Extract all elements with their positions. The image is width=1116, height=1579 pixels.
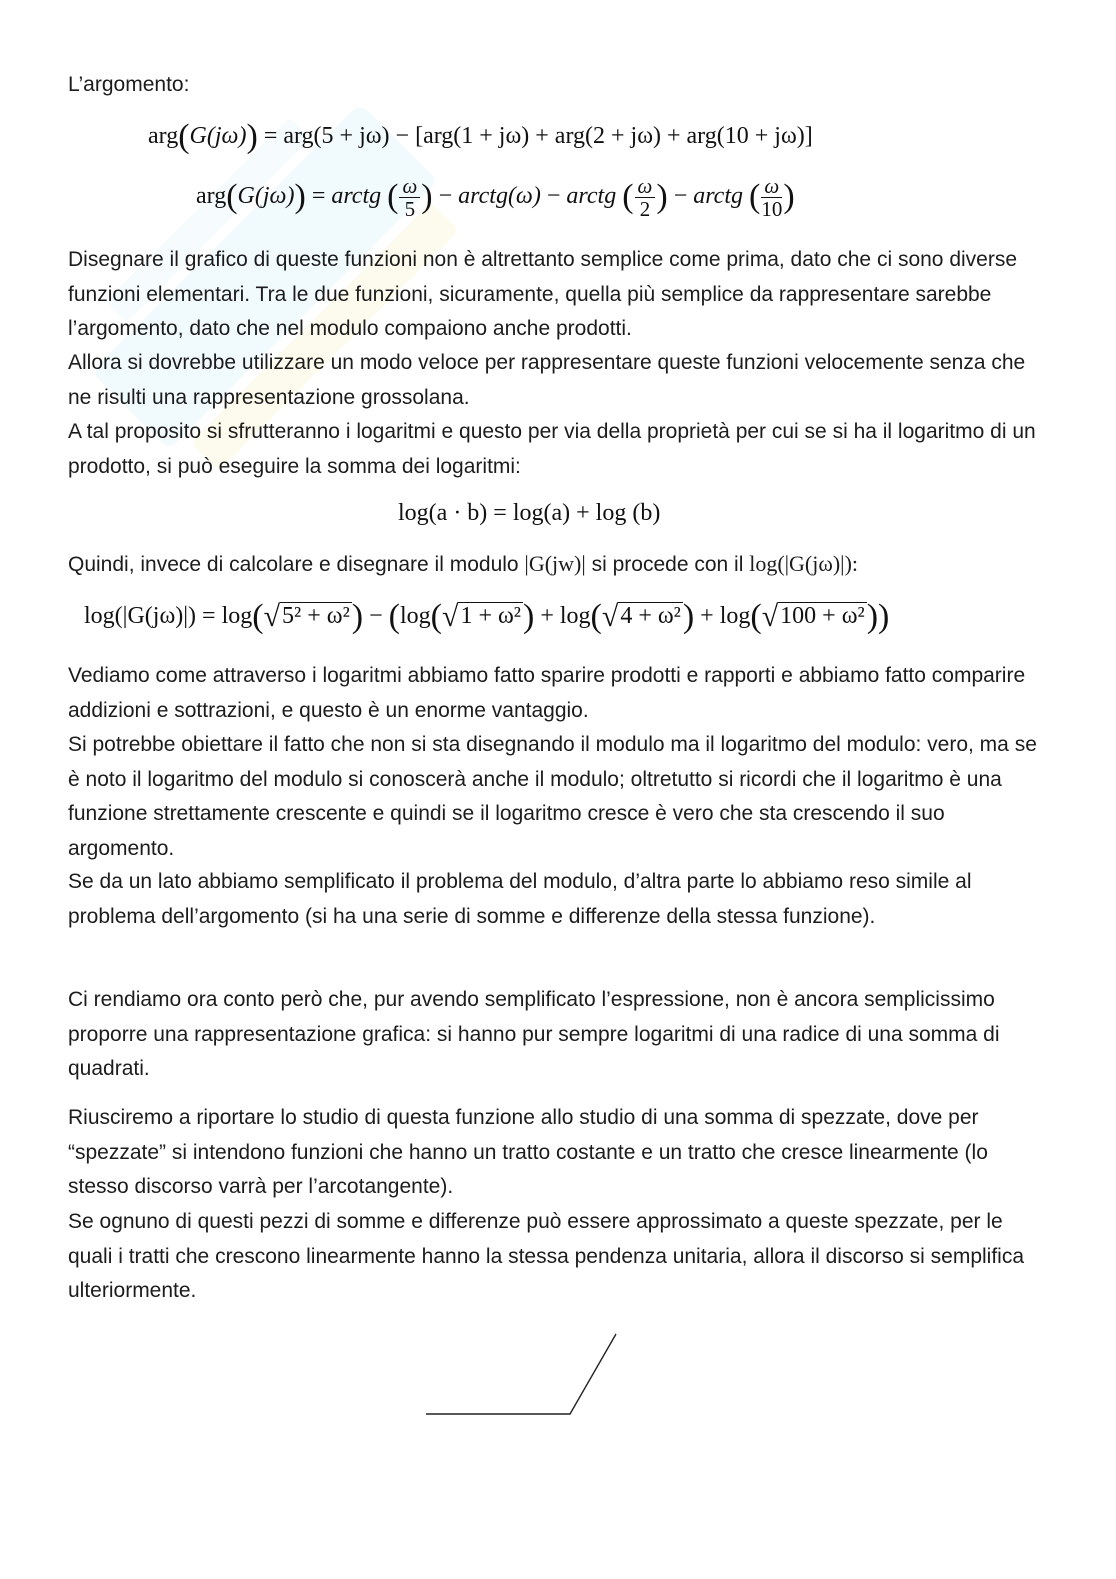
sqrt-3: √4 + ω² <box>601 600 681 633</box>
intro-text: L’argomento: <box>68 73 190 96</box>
arctg-2: arctg <box>566 183 617 210</box>
paragraph-4: Quindi, invece di calcolare e disegnare il modulo |G(jw)| si procede con il log(|G(jω)|): <box>68 551 859 576</box>
paragraph-7: Se da un lato abbiamo semplificato il problema del modulo, d’altra parte lo abbiamo reso simile al problema dell’argomento (si ha una serie di somme e differenze della stessa funzione). <box>68 870 972 928</box>
modulo-inline: |G(jw)| <box>524 551 586 576</box>
paragraph-8: Ci rendiamo ora conto però che, pur avendo semplificato l’espressione, non è ancora semplicissimo proporre una rappresentazione grafica: si hanno pur sempre logaritmi di una radice di una somma di quadrati. <box>68 988 1000 1080</box>
eq1-inner: G(jω) <box>189 123 247 149</box>
spezzata-sketch <box>420 1330 630 1425</box>
sqrt-4: √100 + ω² <box>761 600 865 633</box>
paragraph-2: Allora si dovrebbe utilizzare un modo veloce per rappresentare queste funzioni velocemente senza che ne risulti una rappresentazione grossolana. <box>68 351 1026 409</box>
fraction-omega-10: $\frac{\omega}{10}$ <box>761 174 783 221</box>
equation-arg-1: arg(G(jω)) = arg(5 + jω) − [arg(1 + jω) + arg(2 + jω) + arg(10 + jω)] <box>148 118 813 155</box>
paragraph-9: Riusciremo a riportare lo studio di questa funzione allo studio di una somma di spezzate, dove per “spezzate” si intendono funzioni che hanno un tratto costante e un tratto che cresce linearmente (lo stesso discorso varrà per l’arcotangente). <box>68 1106 988 1198</box>
log-modulo-inline: log(|G(jω)|): <box>749 551 859 576</box>
arctg-omega: arctg(ω) <box>458 183 541 210</box>
fraction-omega-2: $\frac{\omega}{2}$ <box>635 175 656 220</box>
eq2-lhs-inner: G(jω) <box>237 183 295 210</box>
sqrt-1: √5² + ω² <box>263 600 350 633</box>
fraction-omega-5: $\frac{\omega}{5}$ <box>399 175 420 220</box>
eq1-rhs: = arg(5 + jω) − [arg(1 + jω) + arg(2 + jω) + arg(10 + jω)] <box>257 123 813 149</box>
equation-log-modulo: log(|G(jω)|) = log(√5² + ω²) − (log(√1 + ω²) + log(√4 + ω²) + log(√100 + ω²)) <box>84 598 890 635</box>
paragraph-10: Se ognuno di questi pezzi di somme e differenze può essere approssimato a queste spezzate, per le quali i tratti che crescono linearmente hanno la stessa pendenza unitaria, allora il discorso si semplifica ulteriormente. <box>68 1210 1025 1302</box>
paragraph-3: A tal proposito si sfrutteranno i logaritmi e questo per via della proprietà per cui se si ha il logaritmo di un prodotto, si può eseguire la somma dei logaritmi: <box>68 420 1036 478</box>
arctg-3: arctg <box>693 183 744 210</box>
equation-arg-2: arg(G(jω)) = arctg ( $\frac{\omega}{5}$ ) − arctg(ω) − arctg ( $\frac{\omega}{2}$ ) − arctg ( $\frac{\omega}{10}$ ) <box>196 174 795 221</box>
log-product-property: log(a · b) = log(a) + log (b) <box>398 500 661 526</box>
eq1-lhs: arg <box>148 123 179 149</box>
arctg-1: arctg <box>331 183 382 210</box>
sqrt-2: √1 + ω² <box>441 600 521 633</box>
paragraph-1: Disegnare il grafico di queste funzioni non è altrettanto semplice come prima, dato che ci sono diverse funzioni elementari. Tra le due funzioni, sicuramente, quella più semplice da rappresentare sarebbe l’argomento, dato che nel modulo compaiono anche prodotti. <box>68 248 1018 340</box>
paragraph-5: Vediamo come attraverso i logaritmi abbiamo fatto sparire prodotti e rapporti e abbiamo fatto comparire addizioni e sottrazioni, e questo è un enorme vantaggio. <box>68 664 1026 722</box>
paragraph-6: Si potrebbe obiettare il fatto che non si sta disegnando il modulo ma il logaritmo del modulo: vero, ma se è noto il logaritmo del modulo si conoscerà anche il modulo; oltretutto si ricordi che il logaritmo è una funzione strettamente crescente e quindi se il logaritmo cresce è vero che sta crescendo il suo argomento. <box>68 733 1037 860</box>
